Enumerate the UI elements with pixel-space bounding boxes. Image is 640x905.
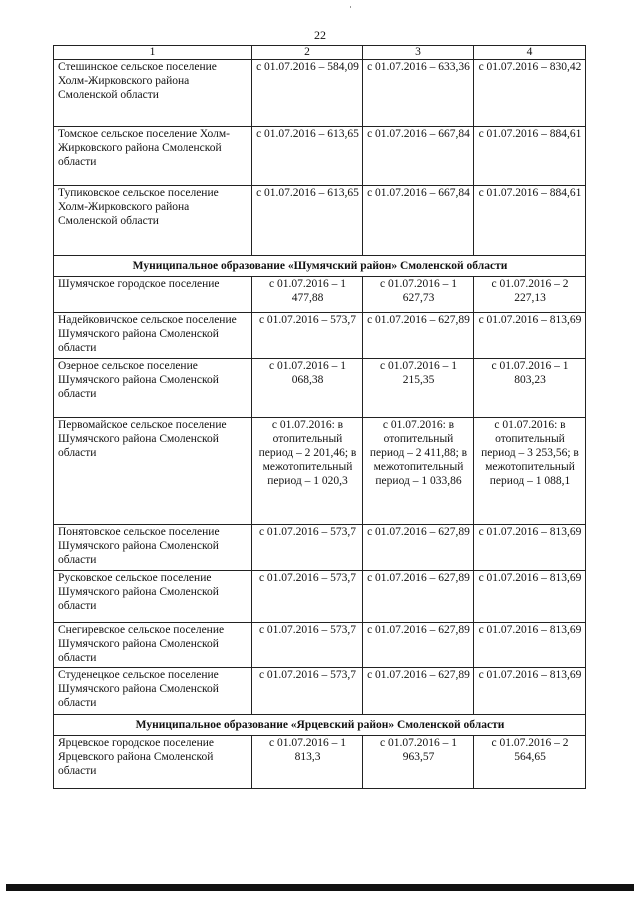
settlement-name-cell: Студенецкое сельское поселение Шумячского района Смоленской области <box>54 668 252 715</box>
settlement-name-cell: Томское сельское поселение Холм-Жирковского района Смоленской области <box>54 127 252 186</box>
table-body <box>54 46 586 789</box>
settlement-name-cell: Первомайское сельское поселение Шумячского района Смоленской области <box>54 418 252 525</box>
value-cell-2: с 01.07.2016 – 613,65 <box>252 186 363 256</box>
value-cell-3: с 01.07.2016 – 627,89 <box>363 668 474 715</box>
value-cell-3: с 01.07.2016: в отопительный период – 2 411,88; в межотопительный период – 1 033,86 <box>363 418 474 525</box>
scan-mark <box>350 6 351 8</box>
value-cell-4: с 01.07.2016 – 1 803,23 <box>474 359 586 418</box>
table-row <box>54 418 586 525</box>
value-cell-4: с 01.07.2016 – 884,61 <box>474 127 586 186</box>
value-cell-4: с 01.07.2016 – 2 564,65 <box>474 736 586 789</box>
value-cell-2: с 01.07.2016 – 584,09 <box>252 60 363 127</box>
settlement-name-cell: Снегиревское сельское поселение Шумячского района Смоленской области <box>54 623 252 668</box>
value-cell-4: с 01.07.2016 – 2 227,13 <box>474 277 586 313</box>
value-cell-2: с 01.07.2016: в отопительный период – 2 201,46; в межотопительный период – 1 020,3 <box>252 418 363 525</box>
value-cell-4: с 01.07.2016 – 813,69 <box>474 525 586 571</box>
value-cell-3: с 01.07.2016 – 667,84 <box>363 186 474 256</box>
header-cell-2: 2 <box>252 46 363 60</box>
value-cell-2: с 01.07.2016 – 1 813,3 <box>252 736 363 789</box>
tariff-table <box>53 45 586 789</box>
value-cell-3: с 01.07.2016 – 667,84 <box>363 127 474 186</box>
value-cell-3: с 01.07.2016 – 1 215,35 <box>363 359 474 418</box>
value-cell-2: с 01.07.2016 – 613,65 <box>252 127 363 186</box>
value-cell-4: с 01.07.2016 – 813,69 <box>474 571 586 623</box>
value-cell-2: с 01.07.2016 – 1 068,38 <box>252 359 363 418</box>
value-cell-3: с 01.07.2016 – 627,89 <box>363 313 474 359</box>
table-row <box>54 186 586 256</box>
value-cell-3: с 01.07.2016 – 627,89 <box>363 525 474 571</box>
scan-bottom-border <box>6 884 634 891</box>
table-row <box>54 313 586 359</box>
settlement-name-cell: Озерное сельское поселение Шумячского района Смоленской области <box>54 359 252 418</box>
value-cell-3: с 01.07.2016 – 627,89 <box>363 571 474 623</box>
settlement-name-cell: Понятовское сельское поселение Шумячского района Смоленской области <box>54 525 252 571</box>
page-number: 22 <box>314 28 326 42</box>
value-cell-2: с 01.07.2016 – 573,7 <box>252 571 363 623</box>
value-cell-3: с 01.07.2016 – 1 963,57 <box>363 736 474 789</box>
section-row <box>54 256 586 277</box>
settlement-name-cell: Тупиковское сельское поселение Холм-Жирковского района Смоленской области <box>54 186 252 256</box>
settlement-name-cell: Стешинское сельское поселение Холм-Жирковского района Смоленской области <box>54 60 252 127</box>
value-cell-2: с 01.07.2016 – 573,7 <box>252 313 363 359</box>
table-row <box>54 359 586 418</box>
settlement-name-cell: Русковское сельское поселение Шумячского района Смоленской области <box>54 571 252 623</box>
table-row <box>54 736 586 789</box>
value-cell-4: с 01.07.2016: в отопительный период – 3 253,56; в межотопительный период – 1 088,1 <box>474 418 586 525</box>
value-cell-2: с 01.07.2016 – 1 477,88 <box>252 277 363 313</box>
value-cell-2: с 01.07.2016 – 573,7 <box>252 623 363 668</box>
table-row <box>54 571 586 623</box>
table-row <box>54 525 586 571</box>
value-cell-2: с 01.07.2016 – 573,7 <box>252 668 363 715</box>
header-cell-4: 4 <box>474 46 586 60</box>
value-cell-3: с 01.07.2016 – 1 627,73 <box>363 277 474 313</box>
settlement-name-cell: Надейковичское сельское поселение Шумячского района Смоленской области <box>54 313 252 359</box>
section-title: Муниципальное образование «Шумячский район» Смоленской области <box>54 256 586 277</box>
value-cell-4: с 01.07.2016 – 813,69 <box>474 623 586 668</box>
section-row <box>54 715 586 736</box>
settlement-name-cell: Ярцевское городское поселение Ярцевского района Смоленской области <box>54 736 252 789</box>
header-row <box>54 46 586 60</box>
table-row <box>54 668 586 715</box>
table-row <box>54 60 586 127</box>
settlement-name-cell: Шумячское городское поселение <box>54 277 252 313</box>
header-cell-3: 3 <box>363 46 474 60</box>
value-cell-4: с 01.07.2016 – 813,69 <box>474 313 586 359</box>
value-cell-4: с 01.07.2016 – 884,61 <box>474 186 586 256</box>
table-row <box>54 277 586 313</box>
value-cell-3: с 01.07.2016 – 633,36 <box>363 60 474 127</box>
value-cell-4: с 01.07.2016 – 830,42 <box>474 60 586 127</box>
section-title: Муниципальное образование «Ярцевский район» Смоленской области <box>54 715 586 736</box>
table-row <box>54 127 586 186</box>
table-row <box>54 623 586 668</box>
value-cell-4: с 01.07.2016 – 813,69 <box>474 668 586 715</box>
value-cell-3: с 01.07.2016 – 627,89 <box>363 623 474 668</box>
header-cell-1: 1 <box>54 46 252 60</box>
value-cell-2: с 01.07.2016 – 573,7 <box>252 525 363 571</box>
